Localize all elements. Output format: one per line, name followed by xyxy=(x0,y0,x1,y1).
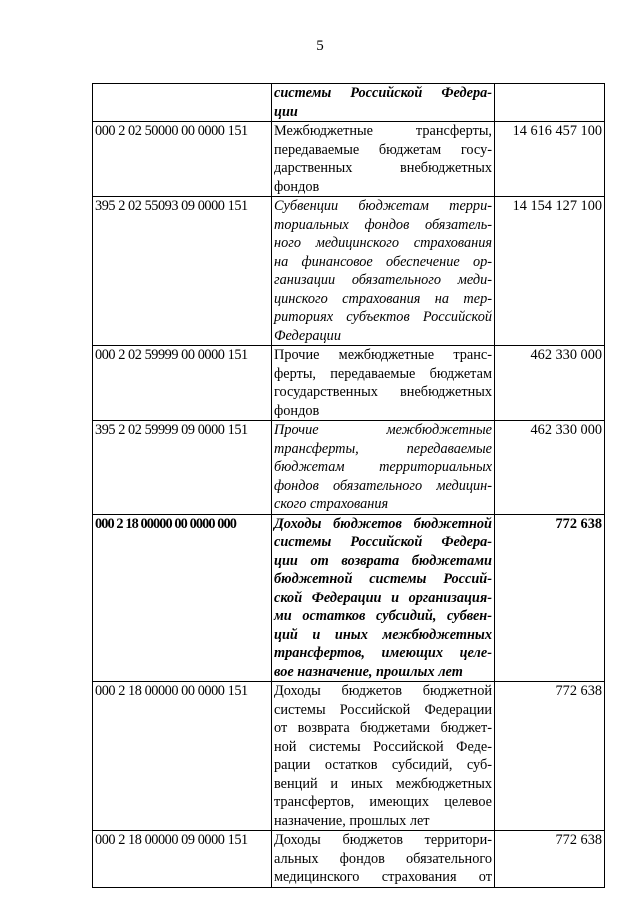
income-code-cell: 395 2 02 55093 09 0000 151 xyxy=(93,197,272,346)
income-code-cell: 000 2 02 50000 00 0000 151 xyxy=(93,122,272,197)
income-name-line: назначение, прошлых лет xyxy=(274,812,430,829)
income-name-line: Доходы бюджетов территори- xyxy=(274,832,492,848)
income-name-line: трансфертов, имеющих целе- xyxy=(274,645,492,661)
amount-cell: 772 638 xyxy=(495,831,605,888)
income-name-cell xyxy=(272,831,495,888)
income-code-cell: 000 2 02 59999 00 0000 151 xyxy=(93,346,272,421)
income-code-cell xyxy=(93,84,272,122)
amount-cell: 772 638 xyxy=(495,514,605,682)
income-name-line: Прочие межбюджетные транс- xyxy=(274,347,492,363)
income-name-line: ганизации обязательного меди- xyxy=(274,272,492,288)
income-name-line: ского страхования xyxy=(274,496,389,512)
income-name-cell xyxy=(272,682,495,831)
income-code-cell: 000 2 18 00000 09 0000 151 xyxy=(93,831,272,888)
table-row xyxy=(93,346,605,421)
income-name-line: медицинского страхования от xyxy=(274,869,492,885)
income-name-line: Доходы бюджетов бюджетной xyxy=(274,515,492,532)
income-code-cell: 000 2 18 00000 00 0000 000 xyxy=(93,514,272,682)
income-name-line: Межбюджетные трансферты, xyxy=(274,123,492,139)
income-name-line: бюджетам территориальных xyxy=(274,459,492,475)
amount-cell: 14 616 457 100 xyxy=(495,122,605,197)
table-row xyxy=(93,421,605,515)
income-name-line: ного медицинского страхования xyxy=(274,235,492,251)
income-name-line: ции xyxy=(274,103,298,120)
income-name-line: ми остатков субсидий, субвен- xyxy=(274,608,492,624)
income-name-line: альных фондов обязательного xyxy=(274,850,492,867)
income-name-cell xyxy=(272,514,495,682)
income-name-line: системы Российской Федера- xyxy=(274,85,492,101)
amount-cell: 772 638 xyxy=(495,682,605,831)
income-name-line: Субвенции бюджетам терри- xyxy=(274,198,492,214)
table-row xyxy=(93,197,605,346)
income-name-cell xyxy=(272,346,495,421)
table-row xyxy=(93,514,605,682)
income-name-line: Федерации xyxy=(274,327,341,344)
income-name-line: цинского страхования на тер- xyxy=(274,290,492,307)
table-row xyxy=(93,831,605,888)
income-name-line: Прочие межбюджетные xyxy=(274,422,492,438)
income-name-line: государственных внебюджетных xyxy=(274,384,492,400)
income-name-cell xyxy=(272,197,495,346)
income-code-cell: 395 2 02 59999 09 0000 151 xyxy=(93,421,272,515)
page-number: 5 xyxy=(316,38,324,54)
income-name-line: системы Российской Федера- xyxy=(274,534,492,550)
table-row xyxy=(93,682,605,831)
income-name-line: ской Федерации и организация- xyxy=(274,589,492,606)
income-name-line: ферты, передаваемые бюджетам xyxy=(274,365,492,382)
amount-cell: 462 330 000 xyxy=(495,346,605,421)
income-name-line: фондов xyxy=(274,402,320,419)
income-name-line: фондов xyxy=(274,178,320,195)
income-name-line: от возврата бюджетами бюджет- xyxy=(274,720,492,736)
income-name-line: Доходы бюджетов бюджетной xyxy=(274,683,492,699)
income-name-line: передаваемые бюджетам госу- xyxy=(274,141,492,158)
income-name-line: ции от возврата бюджетами xyxy=(274,552,492,569)
income-name-line: ториальных фондов обязатель- xyxy=(274,216,492,233)
amount-cell: 462 330 000 xyxy=(495,421,605,515)
table-row xyxy=(93,122,605,197)
income-name-line: ной системы Российской Феде- xyxy=(274,738,492,755)
income-name-cell xyxy=(272,84,495,122)
budget-revenue-table xyxy=(92,83,605,888)
income-name-line: венций и иных межбюджетных xyxy=(274,775,492,792)
table-row xyxy=(93,84,605,122)
income-name-line: трансферты, передаваемые xyxy=(274,440,492,457)
income-name-line: ций и иных межбюджетных xyxy=(274,626,492,643)
table-body xyxy=(93,84,605,888)
income-name-line: риториях субъектов Российской xyxy=(274,309,492,325)
income-name-cell xyxy=(272,421,495,515)
income-name-line: вое назначение, прошлых лет xyxy=(274,663,463,680)
income-name-line: рации остатков субсидий, суб- xyxy=(274,757,492,773)
income-name-line: фондов обязательного медицин- xyxy=(274,477,492,494)
amount-cell: 14 154 127 100 xyxy=(495,197,605,346)
income-name-line: бюджетной системы Россий- xyxy=(274,571,492,587)
income-name-line: трансфертов, имеющих целевое xyxy=(274,794,492,810)
income-name-line: дарственных внебюджетных xyxy=(274,160,492,176)
income-name-line: на финансовое обеспечение ор- xyxy=(274,253,492,270)
amount-cell xyxy=(495,84,605,122)
income-code-cell: 000 2 18 00000 00 0000 151 xyxy=(93,682,272,831)
income-name-line: системы Российской Федерации xyxy=(274,701,492,718)
income-name-cell xyxy=(272,122,495,197)
